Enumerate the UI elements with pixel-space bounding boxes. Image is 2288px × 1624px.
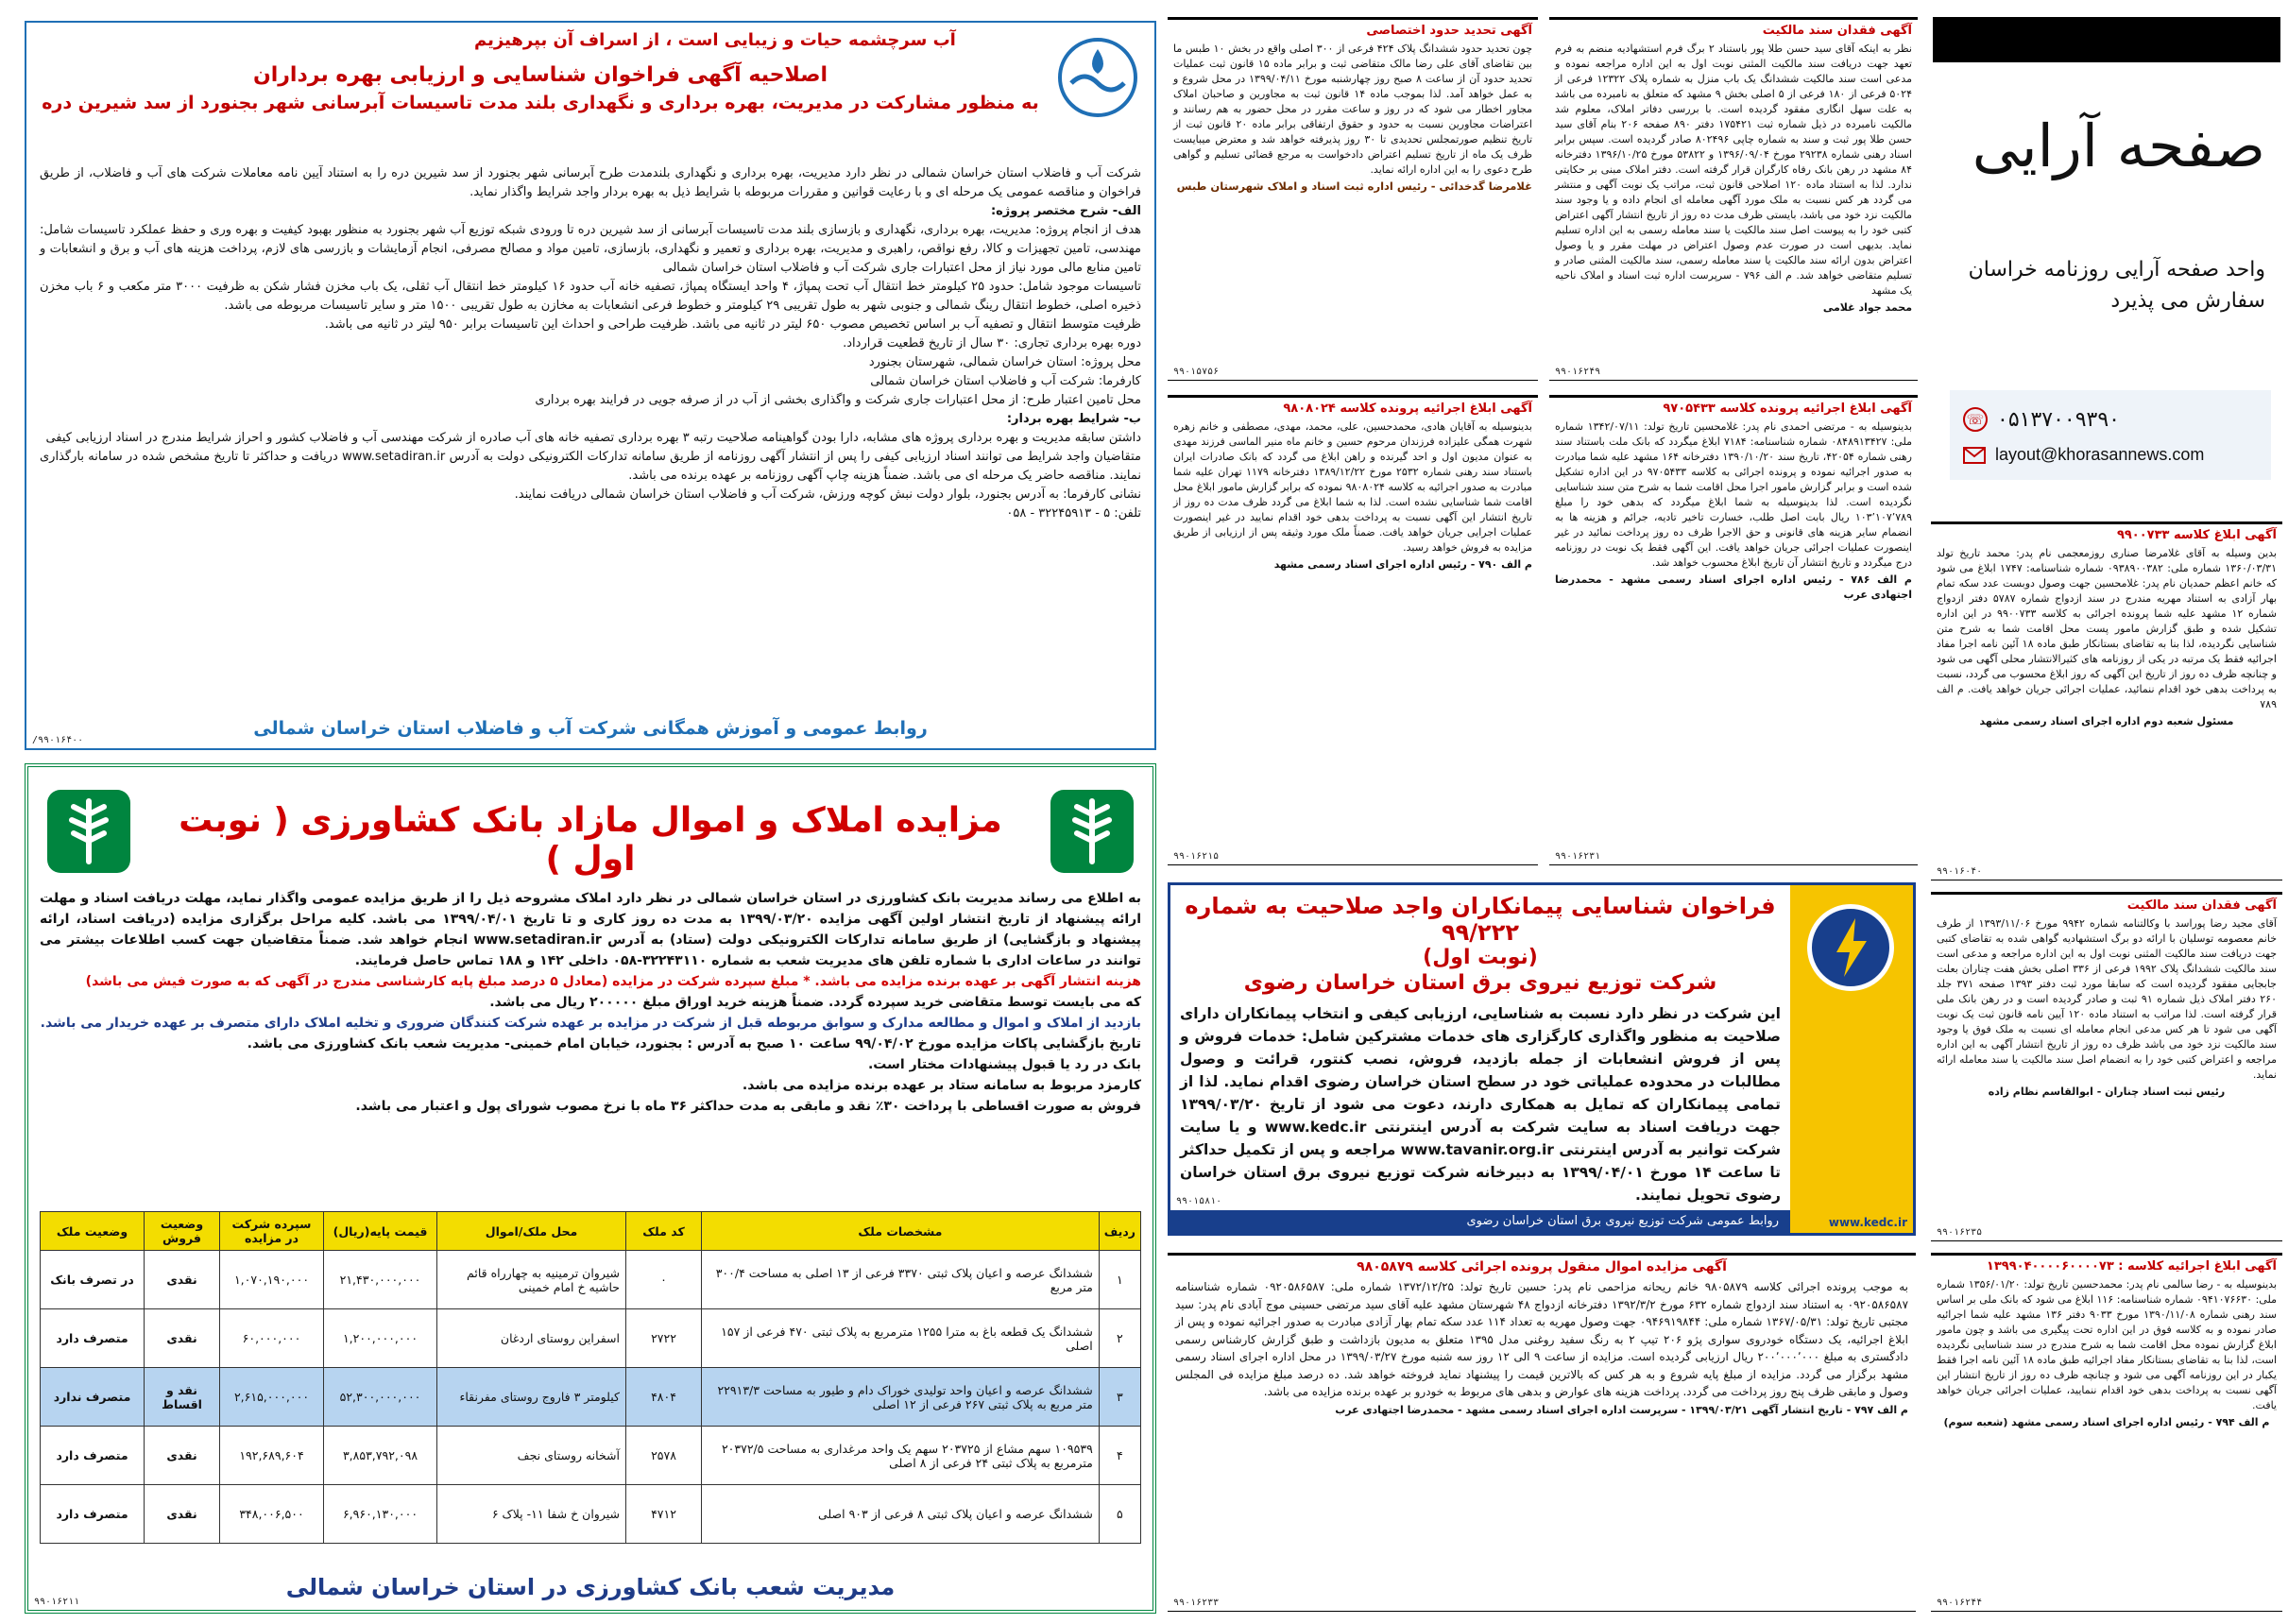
kedc-footer: روابط عمومی شرکت توزیع نیروی برق استان خراسان رضوی: [1466, 1214, 1779, 1228]
notice-c2-code: ۹۹۰۱۶۲۳۵: [1937, 1227, 1983, 1238]
water-title-2: به منظور مشارکت در مدیریت، بهره برداری و نگهداری بلند مدت تاسیسات آبرسانی شهر بجنورد از سد شیرین دره: [42, 93, 1039, 113]
notice-a2-title: آگهی ابلاغ اجرائیه پرونده کلاسه ۹۷۰۵۴۳۳: [1663, 402, 1912, 416]
notice-c1: [1931, 521, 2282, 880]
bank-table-wrap: [40, 1211, 1141, 1544]
cell-row: ۴: [1099, 1427, 1140, 1485]
notice-b1-sign: غلامرضا گدخدائی - رئیس اداره ثبت اسناد و املاک شهرستان طبس: [1176, 179, 1532, 193]
cell-deposit: ۲,۶۱۵,۰۰۰,۰۰۰: [220, 1368, 324, 1427]
water-section-b: ب- شرایط بهره بردار:: [1006, 412, 1141, 426]
notice-c1-body: بدین وسیله به آقای غلامرضا صناری روزمعجمی نام پدر: محمد تاریخ تولد ۱۳۶۰/۰۳/۳۱ شماره ملی: ۰۹۳۸۹۰۰۳۸۲ شماره شناسنامه: ۱۷۴۷ ابلاغ می شود که خانم اعظم حمدیان نام پدر: غلامحسین جهت وصول دوبست عدد سکه تمام بهار آزادی به استناد مهریه مندرج در سند ازدواج شماره ۵۷۸۷ دفتر ازدواج شماره ۱۲ مشهد علیه شما پرونده اجرائی به کلاسه ۹۹۰۰۷۳۳ در این اداره تشکیل شده و طبق گزارش مامور پست محل اقامت شما به شرح متن شناسایی نگردیده، لذا بنا به تقاضای بستانکار طبق ماده ۱۸ آئین نامه اجرا مفاد اجرائیه فقط یک مرتبه در یکی از روزنامه های کثیرالانتشار محلی آگهی می شود و چنانچه ظرف ده روز از تاریخ این آگهی که روز ابلاغ محسوب می گردد، نسبت به پرداخت بدهی خود اقدام ننمائید، عملیات اجرائی جریان خواهد یافت. م الف ۷۸۹: [1937, 547, 2278, 710]
cell-deposit: ۳۴۸,۰۰۶,۵۰۰: [220, 1485, 324, 1544]
notice-c2-body: آقای مجید رضا پوراسد با وکالتنامه شماره ۹۹۴۲ مورخ ۱۳۹۳/۱۱/۰۶ از طرف خانم معصومه توسلیان با ارائه دو برگ استشهادیه گواهی شده به تقاضای کتبی جهت دریافت سند مالکیت المثنی نوبت اول به این اداره مراجعه و مدعی است سند مالکیت ششدانگ پلاک ۱۹۹۲ فرعی از ۳۳۶ اصلی بخش هفت چناران بعلت جابجایی مفقود گردیده است که سابقا مورد ثبت دفتر ۱۳۹۳ صفحه ۳۷۱ جلد ۲۶۰ دفتر املاک ذیل شماره ۹۱ ثبت و صادر گردیده است و در رهن بانک ملی قرار گرفته است. لذا مراتب به استناد ماده ۱۲۰ آیین نامه قانون ثبت یک نوبت آگهی می شود تا هر کس مدعی انجام معامله ای نسبت به ملک فوق یا وجود سند مالکیت نزد خود می باشد ظرف ده روز از تاریخ انتشار آگهی به این اداره مراجعه و اعتراض کتبی خود را به انضمام اصل سند مالکیت یا سند معامله ارائه نماید.: [1937, 917, 2278, 1081]
layout-ad-title: صفحه آرایی: [1972, 111, 2265, 180]
water-location: محل پروژه: استان خراسان شمالی، شهرستان بجنورد: [868, 355, 1141, 369]
notice-b1-title: آگهی تحدید حدود اختصاصی: [1366, 24, 1532, 38]
cell-place: شیروان خ شفا ۱۱- پلاک ۶: [437, 1485, 626, 1544]
bank-b2: تاریخ بازگشایی پاکات مزایده مورخ ۹۹/۰۴/۰۲ ساعت ۱۰ صبح به آدرس : بجنورد، خیابان امام خمینی- مدیریت شعب بانک کشاورزی می باشد.: [247, 1036, 1141, 1051]
bank-table-row: [41, 1251, 1141, 1309]
bank-p1: به اطلاع می رساند مدیریت بانک کشاورزی در استان خراسان شمالی در نظر دارد املاک مشروحه ذیل را از طریق مزایده عمومی واگذار نماید، مهلت دریافت اسناد و مهلت ارائه پیشنهاد از تاریخ انتشار اولین آگهی مزایده ۱۳۹۹/۰۳/۲۰ به مدت ده روز کاری و تا تاریخ ۱۳۹۹/۰۴/۰۱ می باشد. کلیه مراحل برگزاری مزایده (دریافت اسناد، ارائه پیشنهاد و بازگشایی) از طریق سامانه تدارکات الکترونیکی دولت (ستاد) به آدرس www.setadiran.ir انجام خواهد شد. ضمناً متقاضیان جهت کسب اطلاعات بیشتر می توانند در ساعات اداری با شماره تلفن های مدیریت شعب به شماره ۳۲۲۴۳۱۱۰-۰۵۸ داخلی ۱۴۲ و ۱۸۸ تماس حاصل فرمایند.: [40, 891, 1141, 968]
bank-table-row: [41, 1309, 1141, 1368]
kedc-title-2: (نوبت اول): [1423, 946, 1538, 969]
notice-b1-body: چون تحدید حدود ششدانگ پلاک ۴۲۴ فرعی از ۳۰۰ اصلی واقع در بخش ۱۰ طبس ما بین تقاضای آقای علی رضا مالک متقاضی ثبت و برابر ماده ۱۵ قانون ثبت عملیات تحدید حدود آن از ساعت ۸ صبح روز چهارشنبه مورخ ۱۳۹۹/۰۴/۱۱ در محل شروع و به عمل خواهد آمد. لذا بموجب ماده ۱۴ قانون ثبت به مجاورین و صاحبان املاک مجاور اخطار می شود که در روز و ساعت مقرر در محل حضور به هم رسانند و اعتراضات مجاورین نسبت به حدود و حقوق ارتفاقی برابر ماده ۲۰ قانون ثبت از تاریخ تنظیم صورتمجلس تحدیدی تا ۳۰ روز پذیرفته خواهد شد و معترض میبایست ظرف یک ماه از تاریخ تسلیم اعتراض دادخواست به مرجع قضائی تسلیم و گواهی طرح دعوی را به این اداره ارائه نماید.: [1173, 43, 1533, 176]
cell-row: ۲: [1099, 1309, 1140, 1368]
bank-code: ۹۹۰۱۶۲۱۱: [34, 1597, 80, 1607]
kedc-title-1: فراخوان شناسایی پیمانکاران واجد صلاحیت به شماره ۹۹/۲۲۲: [1185, 893, 1776, 946]
th-price: قیمت پایه(ریال): [324, 1212, 437, 1251]
notice-b3-body: به موجب پرونده اجرائی کلاسه ۹۸۰۵۸۷۹ خانم ریحانه مزاحمی نام پدر: حسین تاریخ تولد: ۱۳۷۲/۱۲/۲۵ شماره ملی: ۰۹۲۰۵۸۶۵۸۷ شماره شناسنامه ۰۹۲۰۵۸۶۵۸۷ به استناد سند ازدواج شماره ۶۳۲ مورخ ۱۳۹۲/۳/۲ دفترخانه ازدواج ۴۸ شهرستان مشهد علیه آقای سید مرتضی حسینی موج آبادی نام پدر: سید مجتبی تاریخ تولد: ۱۳۶۷/۰۵/۳۱ شماره ملی: ۰۹۴۶۹۱۹۸۴۴ جهت وصول مهریه به تعداد ۱۱۴ عدد سکه تمام بهار آزادی مبادرت به صدور اجرائیه نموده و پس از ابلاغ اجرائیه، یک دستگاه خودروی سواری پژو ۲۰۶ تیپ ۲ به رنگ سفید روغنی مدل ۱۳۹۵ متعلق به مدیون بازداشت و طبق گزارش کارشناس رسمی دادگستری به مبلغ ۲۰۰٬۰۰۰٬۰۰۰ ریال ارزیابی گردیده است. مزایده از ساعت ۹ الی ۱۲ روز سه شنبه مورخ ۱۳۹۹/۰۳/۲۷ در محل اداره اجرای اسناد رسمی مشهد برگزار می گردد. مزایده از مبلغ پایه شروع و به هر کس که بالاترین قیمت را پیشنهاد نماید فروخته خواهد شد. ده درصد مبلغ مزایده فی المجلس وصول و مابقی ظرف پنج روز پرداخت می گردد. پرداخت هزینه های عوارض و بدهی های مربوط به خودرو بر عهده برنده مزایده می باشد.: [1175, 1280, 1909, 1398]
cell-place: آشخانه روستای نجف: [437, 1427, 626, 1485]
cell-code: ۲۷۲۲: [626, 1309, 702, 1368]
layout-ad: [1933, 17, 2280, 508]
notice-a1: [1549, 17, 1918, 381]
notice-a2-sign: م الف ۷۸۶ - رئیس اداره اجرای اسناد رسمی مشهد - محمدرضا اجتهادی عرب: [1555, 573, 1912, 601]
notice-b1-code: ۹۹۰۱۵۷۵۶: [1173, 367, 1220, 377]
cell-sale: نقد و اقساط: [145, 1368, 220, 1427]
water-period: دوره بهره برداری تجاری: ۳۰ سال از تاریخ قطعیت قرارداد.: [843, 336, 1141, 350]
bank-p2: هزینه انتشار آگهی بر عهده برنده مزایده می باشد. * مبلغ سپرده شرکت در مزایده (معادل ۵ درصد مبلغ پایه کارشناسی مندرج در آگهی که به صورت فیش می باشد): [85, 974, 1141, 989]
th-code: کد ملک: [626, 1212, 702, 1251]
cell-code: ۴۸۰۴: [626, 1368, 702, 1427]
notice-a2: [1549, 395, 1918, 865]
kedc-site[interactable]: www.kedc.ir: [1828, 1216, 1907, 1229]
layout-ad-email[interactable]: layout@khorasannews.com: [1995, 445, 2205, 464]
bank-p3: که می بایست توسط متقاضی خرید سپرده گردد. ضمناً هزینه خرید اوراق مبلغ ۲۰۰۰۰۰ ریال می باشد.: [489, 995, 1141, 1010]
water-phone: تلفن: ۵ - ۳۲۲۴۵۹۱۳ - ۰۵۸: [1006, 506, 1141, 521]
mail-icon: [1963, 447, 1986, 464]
bank-b1: بازدید از املاک و اموال و مطالعه مدارک و سوابق مربوطه قبل از شرکت در مزایده بر عهده شرکت کنندگان ضروری و تخلیه املاک دارای متصرف بر عهده خریدار می باشد.: [40, 1016, 1141, 1031]
kedc-ad: [1168, 882, 1916, 1236]
kedc-code: ۹۹۰۱۵۸۱۰: [1176, 1196, 1222, 1206]
notice-b3-code: ۹۹۰۱۶۲۳۳: [1173, 1598, 1220, 1608]
water-capacity: ظرفیت متوسط انتقال و تصفیه آب بر اساس تخصیص مصوب ۶۵۰ لیتر در ثانیه می باشد. ظرفیت طراحی و احداث این تاسیسات برابر ۹۵۰ لیتر در ثانیه می باشد.: [324, 317, 1141, 332]
cell-price: ۳,۸۵۳,۷۹۲,۰۹۸: [324, 1427, 437, 1485]
water-footer: روابط عمومی و آموزش همگانی شرکت آب و فاضلاب استان خراسان شمالی: [253, 718, 928, 739]
water-intro: شرکت آب و فاضلاب استان خراسان شمالی در نظر دارد مدیریت، بهره برداری و نگهداری بلندمدت طرح آبرسانی شهر بجنورد از سد شیرین دره را به استناد آیین نامه معاملات شرکت های آب و فاضلاب، از طریق فراخوان و مناقصه عمومی یک مرحله ای و با رعایت قوانین و مقررات مربوطه با شرایط ذیل به بهره بردار واجد شرایط واگذار نماید.: [40, 166, 1141, 199]
th-deposit: سپرده شرکت در مزایده: [220, 1212, 324, 1251]
water-conditions: داشتن سابقه مدیریت و بهره برداری پروژه های مشابه، دارا بودن گواهینامه صلاحیت رتبه ۳ بهره برداری تصفیه خانه های آب صادره از شرکت مهندسی آب و فاضلاب کشور و احراز شرایط مندرج در اسناد ارزیابی کیفی: [45, 431, 1141, 445]
cell-status: متصرف دارد: [41, 1427, 145, 1485]
notice-c3-sign: م الف ۷۹۴ - رئیس اداره اجرای اسناد رسمی مشهد (شعبه سوم): [1943, 1416, 2270, 1428]
notice-b2-body: بدینوسیله به آقایان هادی، محمدحسین، علی، محمد، مهدی، مصطفی و خانم زهره شهرت همگی علیزاده فرزندان مرحوم حسین و خانم ماه منیر الماسی فرزند مهدی به عنوان مدیون اول و احد گیرنده و راهن ابلاغ می گردد که بانک صادرات ایران باستناد سند رهنی شماره ۲۵۳۲ مورخ ۱۳۸۹/۱۲/۲۲ دفترخانه ۱۱۷۹ تهران علیه شما مبادرت به صدور اجرائیه به کلاسه ۹۸۰۸۰۲۴ نموده که برابر گزارش مامور ابلاغ محل اقامت شما شناسایی نشده است. لذا به شما ابلاغ می گردد ظرف مدت ده روز از تاریخ انتشار این آگهی نسبت به پرداخت بدهی خود اقدام نمایید در غیر اینصورت عملیات اجرایی جریان خواهد یافت. ضمناً ملک مورد وثیقه پس از ارزیابی از طریق مزایده به فروش خواهد رسید.: [1173, 420, 1532, 554]
bank-keshavarzi-logo-icon: [1045, 784, 1139, 879]
notice-c1-title: آگهی ابلاغ کلاسه ۹۹۰۰۷۳۳: [2116, 528, 2277, 542]
cell-sale: نقدی: [145, 1427, 220, 1485]
cell-status: در تصرف بانک: [41, 1251, 145, 1309]
th-desc: مشخصات ملک: [702, 1212, 1100, 1251]
cell-desc: ششدانگ یک قطعه باغ به مترا ۱۲۵۵ مترمربع به پلاک ثبتی ۴۷۰ فرعی از ۱۵۷ اصلی: [702, 1309, 1100, 1368]
bank-table-row: [41, 1427, 1141, 1485]
cell-place: شیروان ترمینیه به چهارراه قائم حاشیه خ امام خمینی: [437, 1251, 626, 1309]
th-place: محل ملک/اموال: [437, 1212, 626, 1251]
notice-c1-sign: مسئول شعبه دوم اداره اجرای اسناد رسمی مشهد: [1979, 715, 2234, 727]
notice-b1: [1168, 17, 1538, 381]
bank-ad: [25, 763, 1156, 1614]
bank-table-header: [41, 1212, 1141, 1251]
notice-b2-title: آگهی ابلاغ اجرائیه پرونده کلاسه ۹۸۰۸۰۲۴: [1283, 402, 1532, 416]
cell-deposit: ۱۹۲,۶۸۹,۶۰۴: [220, 1427, 324, 1485]
cell-code: ۲۵۷۸: [626, 1427, 702, 1485]
kedc-logo-icon: [1807, 904, 1894, 991]
bank-b5: فروش به صورت اقساطی با پرداخت ۳۰٪ نقد و مابقی به مدت حداکثر ۳۶ ماه با نرخ مصوب شورای پول و اعتبار می باشد.: [355, 1099, 1141, 1114]
water-apply: متقاضیان واجد شرایط می توانند اسناد ارزیابی کیفی را پس از انتشار آگهی روزنامه از طریق سامانه تدارکات الکترونیکی دولت به آدرس www.setadiran.ir دریافت و حداکثر تا تاریخ مشخص شده در سامانه بارگذاری نمایند. مناقصه حاضر یک مرحله ای می باشد. ضمناً هزینه چاپ آگهی روزنامه بر عهده برنده می باشد.: [40, 450, 1142, 483]
cell-place: اسفراین روستای اردغان: [437, 1309, 626, 1368]
bank-keshavarzi-logo-icon-left: [42, 784, 136, 879]
layout-ad-phone[interactable]: ۰۵۱۳۷۰۰۹۳۹۰: [1997, 407, 2120, 432]
notice-c3: [1931, 1253, 2282, 1612]
notice-b2-sign: م الف ۷۹۰ - رئیس اداره اجرای اسناد رسمی مشهد: [1273, 558, 1532, 571]
cell-status: متصرف دارد: [41, 1309, 145, 1368]
th-sale: وضعیت فروش: [145, 1212, 220, 1251]
notice-c3-body: بدینوسیله به - رضا سالمی نام پدر: محمدحسین تاریخ تولد: ۱۳۵۶/۰۱/۲۰ شماره ملی: ۰۹۴۱۰۷۶۶۳۰ شماره شناسنامه: ۱۱۶ ابلاغ می شود که بانک ملی بر اساس سند رهنی شماره ۱۳۹۰/۱۱/۰۸ مورخ ۹۰۳۳ دفتر ۱۳۶ مشهد علیه شما اجرائیه صادر نموده و به کلاسه فوق در این اداره تحت پیگیری می باشد و چون مامور ابلاغ گزارش نموده محل اقامت شما به شرح مندرج در سند شناسایی نگردیده است، لذا بنا به تقاضای بستانکار مفاد اجرائیه طبق ماده ۱۸ آئین نامه اجرا فقط یکبار در این روزنامه آگهی می شود و چنانچه ظرف ده روز از تاریخ انتشار این آگهی نسبت به پرداخت بدهی خود اقدام ننمایید، عملیات اجرائی جریان خواهد یافت.: [1937, 1278, 2278, 1411]
kedc-footer-bar: [1170, 1210, 1790, 1233]
water-logo-icon: [1052, 32, 1143, 123]
cell-sale: نقدی: [145, 1251, 220, 1309]
cell-place: کیلومتر ۳ فاروج روستای مفرنقاء: [437, 1368, 626, 1427]
layout-ad-desc-1: واحد صفحه آرایی روزنامه خراسان: [1968, 258, 2265, 282]
cell-status: متصرف ندارد: [41, 1368, 145, 1427]
water-address: نشانی کارفرما: به آدرس بجنورد، بلوار دولت نبش کوچه ورزش، شرکت آب و فاضلاب استان خراسان شمالی دریافت نمایند.: [514, 487, 1141, 502]
notice-b2-code: ۹۹۰۱۶۲۱۵: [1173, 851, 1220, 862]
notice-a1-sign: محمد جواد غلامی: [1822, 301, 1912, 314]
cell-desc: ششدانگ عرصه و اعیان پلاک ثبتی ۳۳۷۰ فرعی از ۱۳ اصلی به مساحت ۳۰۰/۴ متر مربع: [702, 1251, 1100, 1309]
notice-c3-code: ۹۹۰۱۶۲۴۴: [1937, 1598, 1983, 1608]
water-code: /۹۹۰۱۶۴۰۰: [32, 735, 84, 745]
notice-c2-sign: رئیس ثبت اسناد چناران - ابوالقاسم نظام زاده: [1988, 1086, 2226, 1098]
notice-b3-sign: م الف ۷۹۷ - تاریخ انتشار آگهی ۱۳۹۹/۰۳/۲۱ - سرپرست اداره اجرای اسناد رسمی مشهد - محمدرضا اجتهادی عرب: [1335, 1403, 1908, 1416]
layout-ad-desc-2: سفارش می پذیرد: [2110, 289, 2265, 313]
cell-row: ۵: [1099, 1485, 1140, 1544]
notice-a1-body: نظر به اینکه آقای سید حسن طلا پور باستناد ۲ برگ فرم استشهادیه منضم به فرم تعهد جهت دریافت سند مالکیت المثنی نوبت اول به این اداره مراجعه نموده و مدعی است سند مالکیت ششدانگ یک باب منزل به شماره پلاک ۱۲۳۲۲ فرعی از ۵۰۲۴ فرعی از ۱۸۰ فرعی از ۵ اصلی بخش ۹ مشهد که متعلق به نامبرده می باشد به علت سهل انگاری مفقود گردیده است. با بررسی دفاتر املاک، معلوم شد مالکیت نامبرده در ذیل شماره ثبت ۱۷۵۴۲۱ دفتر ۸۹۰ صفحه ۲۰۶ بنام آقای سید حسن طلا پور ثبت و سند به شماره چاپی ۸۰۲۴۹۶ صادر گردیده است. سپس برابر اسناد رهنی شماره ۲۹۲۳۸ مورخ ۱۳۹۶/۰۹/۰۴ و ۵۳۸۲۲ مورخ ۱۳۹۶/۱۰/۲۵ دفترخانه ۸۴ مشهد در رهن بانک رفاه کارگران قرار گرفته است. دفتر املاک مبنی بر حکایتی ندارد. لذا به استناد ماده ۱۲۰ اصلاحی قانون ثبت، مراتب یک نوبت آگهی و منتشر می گردد هر کس نسبت به ملک مورد آگهی معامله ای انجام داده و یا وجود سند مالکیت نزد خود می باشد، بایستی ظرف مدت ده روز از تاریخ انتشار آگهی اعتراض کتبی خود را به پیوست اصل سند مالکیت یا سند معامله رسمی به این اداره تسلیم نماید. بدیهی است در صورت عدم وصول اعتراض در مهلت مقرر و یا وصول اعتراض بدون ارائه سند مالکیت یا سند معامله رسمی، سند مالکیت المثنی صادر و تسلیم متقاضی خواهد شد. م الف ۷۹۶ - سرپرست اداره ثبت اسناد و املاک ناحیه یک مشهد: [1555, 43, 1913, 297]
cell-price: ۱,۲۰۰,۰۰۰,۰۰۰: [324, 1309, 437, 1368]
notice-a2-code: ۹۹۰۱۶۲۳۱: [1555, 851, 1601, 862]
kedc-body: این شرکت در نظر دارد نسبت به شناسایی، ارزیابی کیفی و انتخاب پیمانکاران دارای صلاحیت به منظور واگذاری کارگزاری های خدمات مشترکین شامل: خدمات فروش و پس از فروش انشعابات از جمله بازدید، فروش، نصب کنتور، قرائت و وصول مطالبات در محدوده عملیاتی خود در سطح استان خراسان رضوی اقدام نماید. لذا از تمامی پیمانکاران که تمایل به همکاری دارند، دعوت می شود از تاریخ ۱۳۹۹/۰۳/۲۰ جهت دریافت اسناد به سایت شرکت به آدرس اینترنتی www.kedc.ir و یا سایت شرکت توانیر به آدرس اینترنتی www.tavanir.org.ir مراجعه و پس از تکمیل حداکثر تا ساعت ۱۴ مورخ ۱۳۹۹/۰۴/۰۱ به دبیرخانه شرکت توزیع نیروی برق استان خراسان رضوی تحویل نمایند.: [1180, 1005, 1781, 1204]
cell-price: ۵۲,۳۰۰,۰۰۰,۰۰۰: [324, 1368, 437, 1427]
cell-desc: ۱۰۹۵۳۹ سهم مشاع از ۲۰۳۷۲۵ سهم یک واحد مرغداری به مساحت ۲۰۳۷۲/۵ مترمربع به پلاک ثبتی ۲۴ فرعی از ۸ اصلی: [702, 1427, 1100, 1485]
th-status: وضعیت ملک: [41, 1212, 145, 1251]
phone-icon: ☏: [1963, 407, 1988, 432]
cell-row: ۱: [1099, 1251, 1140, 1309]
cell-deposit: ۱,۰۷۰,۱۹۰,۰۰۰: [220, 1251, 324, 1309]
notice-c2-title: آگهی فقدان سند مالکیت: [2126, 898, 2277, 913]
layout-ad-contact-box: [1950, 390, 2271, 480]
cell-sale: نقدی: [145, 1309, 220, 1368]
bank-b4: کارمزد مربوط به سامانه ستاد بر عهده برنده مزایده می باشد.: [742, 1078, 1141, 1093]
cell-deposit: ۶۰,۰۰۰,۰۰۰: [220, 1309, 324, 1368]
cell-price: ۶,۹۶۰,۱۳۰,۰۰۰: [324, 1485, 437, 1544]
water-section-a: الف- شرح مختصر پروژه:: [990, 204, 1141, 218]
cell-row: ۳: [1099, 1368, 1140, 1427]
water-funding: محل تامین اعتبار طرح: از محل اعتبارات جاری شرکت و واگذاری بخشی از آب در از صرفه جویی در فرایند بهره برداری: [535, 393, 1141, 407]
bank-title: مزایده املاک و اموال مازاد بانک کشاورزی ( نوبت اول ): [179, 801, 1002, 879]
notice-c1-code: ۹۹۰۱۶۰۴۰: [1937, 866, 1983, 877]
notice-b3: [1168, 1253, 1916, 1612]
cell-price: ۲۱,۴۳۰,۰۰۰,۰۰۰: [324, 1251, 437, 1309]
notice-b3-title: آگهی مزایده اموال منقول پرونده اجرائی کلاسه ۹۸۰۵۸۷۹: [1357, 1259, 1727, 1274]
cell-status: متصرف دارد: [41, 1485, 145, 1544]
kedc-company: شرکت توزیع نیروی برق استان خراسان رضوی: [1243, 971, 1717, 995]
cell-sale: نقدی: [145, 1485, 220, 1544]
bank-table: [40, 1211, 1141, 1544]
notice-c3-title: آگهی ابلاغ اجرائیه کلاسه : ۱۳۹۹۰۴۰۰۰۰۶۰۰۰۰۷۳: [1986, 1259, 2277, 1274]
notice-a2-body: بدینوسیله به - مرتضی احمدی نام پدر: غلامحسین تاریخ تولد: ۱۳۴۲/۰۷/۱۱ شماره ملی: ۰۸۴۸۹۱۳۴۲۷ شماره شناسنامه: ۷۱۸۴ ابلاغ میگردد که بانک ملت باستناد سند رهنی شماره ۴۲۰۵۴، تاریخ سند ۱۳۹۰/۱۰/۲۰ دفترخانه ۱۶۴ مشهد علیه شما مبادرت به صدور اجرائیه نموده و پرونده اجرائی به کلاسه ۹۷۰۵۴۳۳ در این اداره تشکیل شده است و برابر گزارش مامور اجرا محل اقامت شما به شرح متن سند شناسایی نگردیده است. لذا بدینوسیله به شما ابلاغ میگردد که بدهی خود را مبلغ ۱۰۳٬۱۰۷٬۷۸۹ ریال بابت اصل طلب، خسارت تاخیر تادیه، جرائم و هزینه ها به انضمام سایر هزینه های قانونی و حق الاجرا ظرف ده روز پرداخت نمائید در غیر اینصورت عملیات اجرائی جریان خواهد یافت. این آگهی فقط یک نوبت در روزنامه درج میگردد و تاریخ انتشار آن تاریخ ابلاغ محسوب خواهد شد.: [1555, 420, 1913, 569]
water-employer: کارفرما: شرکت آب و فاضلاب استان خراسان شمالی: [870, 374, 1141, 388]
cell-code: ۰: [626, 1251, 702, 1309]
cell-desc: ششدانگ عرصه و اعیان پلاک ثبتی ۸ فرعی از ۹۰۳ اصلی: [702, 1485, 1100, 1544]
water-title-1: اصلاحیه آگهی فراخوان شناسایی و ارزیابی بهره برداران: [252, 63, 828, 87]
kedc-side-band: [1790, 885, 1913, 1233]
water-ad: [25, 21, 1156, 750]
bank-footer: مدیریت شعب بانک کشاورزی در استان خراسان شمالی: [285, 1574, 896, 1600]
notice-b2: [1168, 395, 1538, 865]
cell-code: ۴۷۱۲: [626, 1485, 702, 1544]
water-facilities: تاسیسات موجود شامل: حدود ۲۵ کیلومتر خط انتقال آب تحت پمپاژ، ۴ واحد ایستگاه پمپاژ، تصفیه خانه آب حدود ۱۶ کیلومتر خط انتقال آب ثقلی، یک باب مخزن فشار شکن به ظرفیت ۳۰۰۰ متر مکعب و ۶ باب مخزن ذخیره اصلی، خطوط انتقال رینگ شمالی و جنوبی شهر به طول تقریبی ۲۹ کیلومتر و خطوط فرعی انشعابات به مخازن به طول تقریبی ۱۵۰۰ متر و سایر تاسیسات مربوطه می باشد.: [40, 280, 1141, 313]
water-goal: هدف از انجام پروژه: مدیریت، بهره برداری، نگهداری و بازسازی بلند مدت تاسیسات آبرسانی از سد شیرین دره تا ورودی شبکه توزیع آب شهر بجنورد به منظور بهبود کیفیت و بهره وری و حفظ عملکرد تاسیسات شامل: مهندسی، تامین تجهیزات و کالا، رفع نواقص، راهبری و مدیریت، بهره برداری و تعمیر و نگهداری، بازسازی، تامین مواد و مصالح مصرفی، انجام آزمایشات و بازرسی های لازم، پرداخت هزینه های آب و برق و انشعابات و تامین منابع مالی مورد نیاز از محل اعتبارات جاری شرکت آب و فاضلاب استان خراسان شمالی: [40, 223, 1141, 275]
th-row: ردیف: [1099, 1212, 1140, 1251]
cell-desc: ششدانگ عرصه و اعیان واحد تولیدی خوراک دام و طیور به مساحت ۲۲۹۱۳/۳ متر مربع به پلاک ثبتی ۲۶۷ فرعی از ۱۲ اصلی: [702, 1368, 1100, 1427]
notice-a1-code: ۹۹۰۱۶۲۴۹: [1555, 367, 1601, 377]
notice-a1-title: آگهی فقدان سند مالکیت: [1762, 24, 1912, 38]
notice-c2: [1931, 892, 2282, 1241]
water-slogan: آب سرچشمه حیات و زیبایی است ، از اسراف آن بپرهیزیم: [474, 30, 956, 50]
bank-table-row: [41, 1368, 1141, 1427]
bank-b3: بانک در رد یا قبول پیشنهادات مختار است.: [867, 1057, 1141, 1072]
bank-table-row: [41, 1485, 1141, 1544]
layout-ad-top-bar: [1933, 17, 2280, 62]
